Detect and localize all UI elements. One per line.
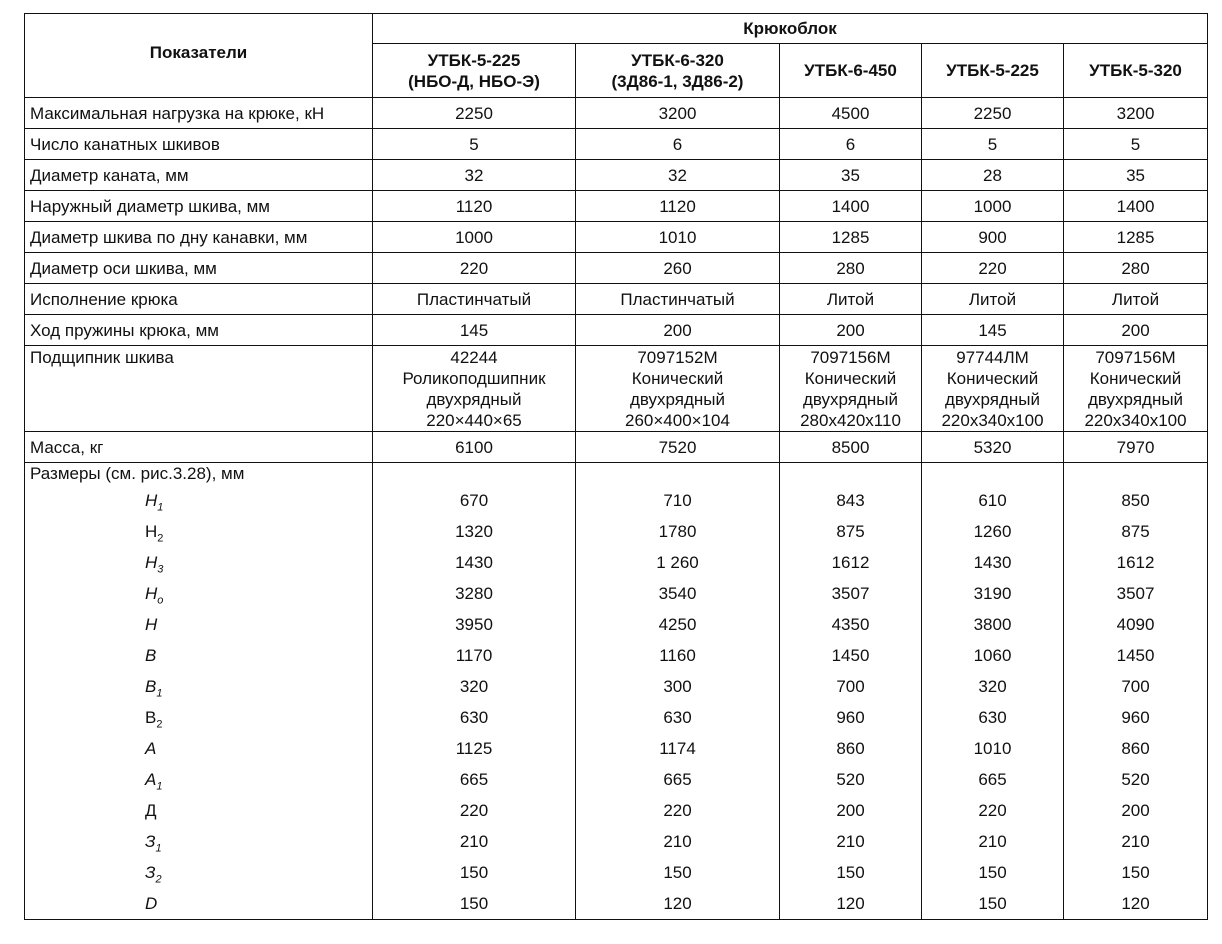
dimension-symbol xyxy=(30,795,372,826)
value-cell: 200 xyxy=(780,315,922,346)
model-alias: (3Д86-1, 3Д86-2) xyxy=(611,71,744,91)
value-cell: 6 xyxy=(576,129,780,160)
value-cell: 1010 xyxy=(576,222,780,253)
symbol-letter: B xyxy=(145,708,157,727)
symbol-subscript: 2 xyxy=(157,532,164,545)
model-header xyxy=(373,44,576,98)
dimension-value: 1160 xyxy=(659,646,696,665)
dimension-symbol xyxy=(30,578,372,609)
value-cell: 35 xyxy=(1064,160,1208,191)
model-header xyxy=(576,44,780,98)
value-cell: 5 xyxy=(373,129,576,160)
dimension-symbol xyxy=(30,609,372,640)
dimension-value: 630 xyxy=(978,708,1007,727)
symbol-letter: З xyxy=(145,832,156,851)
value-cell: 1400 xyxy=(1064,191,1208,222)
dimension-symbol xyxy=(30,485,372,516)
value-cell: 2250 xyxy=(922,98,1064,129)
value-cell: 1000 xyxy=(373,222,576,253)
value-cell: Литой xyxy=(922,284,1064,315)
value-cell: 8500 xyxy=(780,432,922,463)
dimension-value: 3540 xyxy=(658,584,697,603)
table-row xyxy=(25,191,1208,222)
value-cell: 145 xyxy=(922,315,1064,346)
dimension-value: 210 xyxy=(663,832,692,851)
dimension-value: 1260 xyxy=(973,522,1012,541)
dimension-value: 700 xyxy=(1121,677,1150,696)
dimension-value: 150 xyxy=(459,894,489,913)
indicators-header: Показатели xyxy=(25,14,373,98)
dimension-value: 665 xyxy=(663,770,692,789)
bearing-type: Конический xyxy=(804,369,897,388)
dimensions-label: Размеры (см. рис.3.28), мм xyxy=(30,464,245,483)
dimensions-values-column xyxy=(576,463,780,920)
dimension-value: 150 xyxy=(978,894,1007,913)
dimension-value: 520 xyxy=(836,770,865,789)
dimension-value: 960 xyxy=(1121,708,1150,727)
value-cell: Пластинчатый xyxy=(576,284,780,315)
bearing-rows: двухрядный xyxy=(629,390,726,409)
dimension-symbol xyxy=(30,640,372,671)
model-name: УТБК-5-225 xyxy=(427,50,521,70)
value-cell: 220 xyxy=(922,253,1064,284)
dimension-value: 1 260 xyxy=(656,553,699,572)
dimension-value: 875 xyxy=(1121,522,1150,541)
value-cell: 32 xyxy=(373,160,576,191)
symbol-subscript: 2 xyxy=(156,718,163,731)
dimensions-values-column xyxy=(780,463,922,920)
table-row xyxy=(25,253,1208,284)
dimension-symbol xyxy=(30,888,372,919)
dimension-value: 630 xyxy=(663,708,692,727)
dimension-value: 665 xyxy=(459,770,489,789)
dimension-value: 320 xyxy=(459,677,489,696)
dimension-value: 220 xyxy=(459,801,489,820)
bearing-code: 7097156М xyxy=(1095,348,1176,367)
bearing-cell xyxy=(922,346,1064,432)
value-cell: 5 xyxy=(922,129,1064,160)
symbol-letter: B xyxy=(145,677,157,696)
symbol-subscript: 2 xyxy=(155,873,162,886)
bearing-type: Роликоподшипник xyxy=(402,369,546,388)
dimension-symbol xyxy=(30,764,372,795)
value-cell: 5320 xyxy=(922,432,1064,463)
dimension-value: 1612 xyxy=(831,553,870,572)
dimension-value: 630 xyxy=(459,708,489,727)
bearing-rows: двухрядный xyxy=(802,390,899,409)
dimension-value: 220 xyxy=(978,801,1007,820)
value-cell: 28 xyxy=(922,160,1064,191)
model-name: УТБК-6-450 xyxy=(804,61,897,80)
model-name: УТБК-6-320 xyxy=(631,50,724,70)
value-cell: 200 xyxy=(1064,315,1208,346)
dimension-value: 1060 xyxy=(973,646,1012,665)
symbol-subscript: 1 xyxy=(156,780,163,793)
dimensions-values-column xyxy=(373,463,576,920)
table-row xyxy=(25,129,1208,160)
parameter-label: Диаметр оси шкива, мм xyxy=(25,253,373,284)
dimension-value: 700 xyxy=(836,677,865,696)
symbol-letter: B xyxy=(145,646,157,665)
bearing-code: 42244 xyxy=(450,348,498,367)
value-cell: 4500 xyxy=(780,98,922,129)
dimension-value: 150 xyxy=(459,863,489,882)
dimension-value: 1612 xyxy=(1116,553,1155,572)
dimensions-block xyxy=(25,463,1208,920)
bearing-type: Конический xyxy=(1089,369,1182,388)
parameter-label: Подщипник шкива xyxy=(25,346,373,432)
dimension-value: 120 xyxy=(663,894,692,913)
symbol-subscript: o xyxy=(157,594,164,607)
bearing-type: Конический xyxy=(946,369,1039,388)
bearing-row xyxy=(25,346,1208,432)
value-cell: 6100 xyxy=(373,432,576,463)
dimension-value: 1780 xyxy=(658,522,697,541)
dimension-value: 843 xyxy=(836,491,865,510)
value-cell: 5 xyxy=(1064,129,1208,160)
dimension-value: 3190 xyxy=(973,584,1012,603)
value-cell: 3200 xyxy=(1064,98,1208,129)
bearing-code: 7097156М xyxy=(810,348,891,367)
symbol-letter: H xyxy=(145,553,158,572)
bearing-cell xyxy=(576,346,780,432)
dimension-symbol xyxy=(30,516,372,547)
dimension-symbol xyxy=(30,733,372,764)
dimension-value: 150 xyxy=(663,863,692,882)
model-header xyxy=(922,44,1064,98)
dimension-value: 120 xyxy=(836,894,865,913)
dimension-symbol xyxy=(30,547,372,578)
dimension-value: 860 xyxy=(836,739,865,758)
dimension-value: 3800 xyxy=(973,615,1012,634)
dimension-value: 1010 xyxy=(973,739,1012,758)
symbol-letter: A xyxy=(145,770,157,789)
dimension-value: 210 xyxy=(459,832,489,851)
dimension-value: 200 xyxy=(1121,801,1150,820)
parameter-label: Диаметр шкива по дну канавки, мм xyxy=(25,222,373,253)
bearing-code: 97744ЛМ xyxy=(956,348,1029,367)
mass-row xyxy=(25,432,1208,463)
bearing-size: 220x340x100 xyxy=(941,411,1044,430)
symbol-subscript: 1 xyxy=(156,687,163,700)
symbol-letter: D xyxy=(145,894,158,913)
value-cell: Литой xyxy=(780,284,922,315)
table-row xyxy=(25,98,1208,129)
symbol-subscript: 1 xyxy=(155,842,162,855)
symbol-letter: H xyxy=(145,615,158,634)
dimension-value: 1174 xyxy=(659,739,696,758)
dimension-value: 875 xyxy=(836,522,865,541)
dimension-value: 220 xyxy=(663,801,692,820)
parameter-label: Наружный диаметр шкива, мм xyxy=(25,191,373,222)
bearing-cell xyxy=(1064,346,1208,432)
dimension-symbol xyxy=(30,671,372,702)
model-name: УТБК-5-225 xyxy=(946,61,1039,80)
bearing-type: Конический xyxy=(631,369,724,388)
dimension-value: 520 xyxy=(1121,770,1150,789)
symbol-letter: A xyxy=(145,739,157,758)
dimension-value: 150 xyxy=(836,863,865,882)
bearing-size: 220x340x100 xyxy=(1084,411,1187,430)
model-name: УТБК-5-320 xyxy=(1089,61,1182,80)
dimension-value: 860 xyxy=(1121,739,1150,758)
symbol-letter: Д xyxy=(145,801,157,820)
model-header xyxy=(780,44,922,98)
bearing-rows: двухрядный xyxy=(1087,390,1184,409)
value-cell: 2250 xyxy=(373,98,576,129)
value-cell: 1285 xyxy=(1064,222,1208,253)
value-cell: Пластинчатый xyxy=(373,284,576,315)
value-cell: 260 xyxy=(576,253,780,284)
dimension-value: 120 xyxy=(1121,894,1150,913)
dimensions-values-column xyxy=(1064,463,1208,920)
value-cell: 1000 xyxy=(922,191,1064,222)
value-cell: 280 xyxy=(780,253,922,284)
dimension-symbol xyxy=(30,857,372,888)
dimension-value: 850 xyxy=(1121,491,1150,510)
dimension-symbol xyxy=(30,702,372,733)
dimension-value: 3280 xyxy=(455,584,493,603)
table-row xyxy=(25,284,1208,315)
value-cell: 7520 xyxy=(576,432,780,463)
dimension-value: 670 xyxy=(459,491,489,510)
dimension-value: 1430 xyxy=(973,553,1012,572)
value-cell: 1285 xyxy=(780,222,922,253)
group-header: Крюкоблок xyxy=(373,14,1208,44)
dimension-value: 1125 xyxy=(455,739,493,758)
value-cell: 1120 xyxy=(373,191,576,222)
bearing-size: 280x420x110 xyxy=(800,411,901,430)
dimension-value: 210 xyxy=(1121,832,1150,851)
dimension-value: 4350 xyxy=(831,615,870,634)
bearing-size: 220×440×65 xyxy=(426,411,522,430)
dimension-symbol xyxy=(30,826,372,857)
value-cell: 1120 xyxy=(576,191,780,222)
symbol-subscript: 3 xyxy=(157,563,164,576)
value-cell: 1400 xyxy=(780,191,922,222)
dimension-value: 210 xyxy=(836,832,865,851)
table-row xyxy=(25,160,1208,191)
symbol-subscript: 1 xyxy=(157,501,164,514)
dimensions-values-column xyxy=(922,463,1064,920)
dimension-value: 665 xyxy=(978,770,1007,789)
bearing-cell xyxy=(373,346,576,432)
dimension-value: 1450 xyxy=(1116,646,1155,665)
value-cell: 32 xyxy=(576,160,780,191)
dimension-value: 150 xyxy=(1121,863,1150,882)
dimension-value: 210 xyxy=(978,832,1007,851)
symbol-letter: H xyxy=(145,491,158,510)
parameter-label: Ход пружины крюка, мм xyxy=(25,315,373,346)
dimension-value: 960 xyxy=(836,708,865,727)
dimension-value: 3507 xyxy=(1116,584,1155,603)
dimension-value: 4090 xyxy=(1116,615,1155,634)
bearing-rows: двухрядный xyxy=(426,390,522,409)
dimension-value: 1430 xyxy=(455,553,493,572)
bearing-cell xyxy=(780,346,922,432)
value-cell: 280 xyxy=(1064,253,1208,284)
symbol-letter: З xyxy=(145,863,156,882)
dimension-value: 4250 xyxy=(658,615,697,634)
parameter-label: Число канатных шкивов xyxy=(25,129,373,160)
dimension-value: 710 xyxy=(663,491,692,510)
value-cell: 35 xyxy=(780,160,922,191)
hook-block-specs-table xyxy=(24,13,1208,920)
parameter-label: Диаметр каната, мм xyxy=(25,160,373,191)
value-cell: 220 xyxy=(373,253,576,284)
dimension-value: 1320 xyxy=(455,522,493,541)
parameter-label: Максимальная нагрузка на крюке, кН xyxy=(25,98,373,129)
value-cell: 7970 xyxy=(1064,432,1208,463)
dimension-value: 150 xyxy=(978,863,1007,882)
model-header xyxy=(1064,44,1208,98)
symbol-letter: H xyxy=(145,522,158,541)
dimension-value: 200 xyxy=(836,801,865,820)
dimension-value: 1450 xyxy=(831,646,870,665)
dimension-value: 3507 xyxy=(831,584,870,603)
bearing-code: 7097152М xyxy=(637,348,718,367)
dimension-value: 1170 xyxy=(455,646,493,665)
dimension-value: 3950 xyxy=(455,615,493,634)
value-cell: 145 xyxy=(373,315,576,346)
value-cell: 900 xyxy=(922,222,1064,253)
dimension-value: 300 xyxy=(663,677,692,696)
parameter-label: Масса, кг xyxy=(25,432,373,463)
dimension-value: 320 xyxy=(978,677,1007,696)
model-alias: (НБО-Д, НБО-Э) xyxy=(408,71,540,91)
value-cell: 200 xyxy=(576,315,780,346)
bearing-size: 260×400×104 xyxy=(625,411,730,430)
table-row xyxy=(25,315,1208,346)
value-cell: 6 xyxy=(780,129,922,160)
parameter-label: Исполнение крюка xyxy=(25,284,373,315)
dimension-value: 610 xyxy=(978,491,1007,510)
value-cell: 3200 xyxy=(576,98,780,129)
bearing-rows: двухрядный xyxy=(944,390,1041,409)
value-cell: Литой xyxy=(1064,284,1208,315)
dimensions-labels xyxy=(25,463,373,920)
table-row xyxy=(25,222,1208,253)
symbol-letter: H xyxy=(145,584,158,603)
